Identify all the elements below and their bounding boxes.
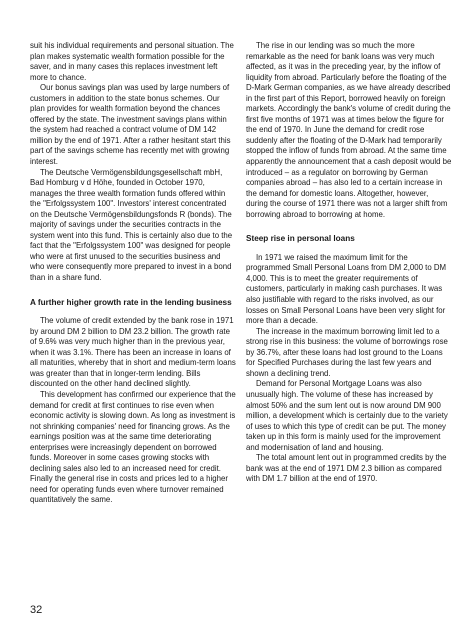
left-column xyxy=(30,41,236,506)
paragraph-small-personal-loans: In 1971 we raised the maximum limit for the programmed Small Personal Loans from DM 2,000 to DM 4,000. This is to meet the greater requirements of customers, particularly in making cash purchases. It was also justifiable with regard to the risks involved, as our losses on Small Personal Loans have been very slight for more than a decade. xyxy=(246,252,447,326)
right-column xyxy=(246,41,452,485)
paragraph-wealth-formation-funds: The Deutsche Vermögensbildungsgesellschaft mbH, Bad Homburg v d Höhe, founded in October 1970, manages the three wealth formation funds offered within the "Erfolgssystem 100". Investors' interest concentrated on the Deutsche Vermögensbildungsfonds R (bonds). The majority of savings under the securities contracts in the system went into this fund. This is certainly also due to the fact that the "Erfolgssystem 100" was designed for people who were at first unused to the securities business and who were consequently more prepared to invest in a bond than in a share fund. xyxy=(30,167,233,283)
paragraph-bonus-savings-plan: Our bonus savings plan was used by large numbers of customers in addition to the state bonus schemes. Our plan provides for wealth formation beyond the chances offered by the state. The investment savings plans within the system had reached a contract volume of DM 142 million by the end of 1971. After a rather hesitant start this part of the savings scheme has recently met with growing interest. xyxy=(30,83,231,167)
paragraph-credit-demand: This development has confirmed our experience that the demand for credit at first continues to rise even when economic activity is slowing down. As long as investment is not shrinking companies' need for financing grows. As the earnings position was at the same time deteriorating enterprises were increasingly dependent on borrowed funds. Moreover in some cases growing stocks with declining sales also led to an increased need for credit. Finally the general rise in costs and prices led to a higher need for operating funds even where turnover remained quantitatively the same. xyxy=(30,389,236,505)
section-heading-personal-loans: Steep rise in personal loans xyxy=(246,234,355,244)
page-number: 32 xyxy=(30,604,43,616)
section-heading-lending-business: A further higher growth rate in the lending business xyxy=(30,297,232,307)
paragraph-borrowing-limit: The increase in the maximum borrowing limit led to a strong rise in this business: the volume of borrowings rose by 36.7%, after these loans had lost ground to the Loans for Specified Purchases during the last few years and shown a declining trend. xyxy=(246,326,448,378)
paragraph-savings-plan-intro: suit his individual requirements and personal situation. The plan makes systematic wealth formation possible for the saver, and in many cases this replaces investment left more to chance. xyxy=(30,41,234,82)
paragraph-credit-volume: The volume of credit extended by the bank rose in 1971 by around DM 2 billion to DM 23.2 billion. The growth rate of 9.6% was very much higher than in the previous year, when it was 3.1%. There has been an increase in loans of all maturities, whereby that in short and medium-term loans was greater than that in longer-term lending. Bills discounted on the other hand declined slightly. xyxy=(30,316,236,389)
paragraph-personal-mortgage-loans: Demand for Personal Mortgage Loans was also unusually high. The volume of these has increased by almost 50% and the sum lent out is now around DM 900 million, a development which is certainly due to the variety of uses to which this type of credit can be put. The money taken up in this form is mainly used for the improvement and modernisation of land and housing. xyxy=(246,379,448,452)
paragraph-programmed-credits-total: The total amount lent out in programmed credits by the bank was at the end of 1971 DM 2.3 billion as compared with DM 1.7 billion at the end of 1970. xyxy=(246,453,447,484)
paragraph-lending-rise: The rise in our lending was so much the more remarkable as the need for bank loans was very much affected, as it was in the preceding year, by the inflow of liquidity from abroad. Particularly before the floating of the D-Mark German companies, as we have already described in the first part of this Report, borrowed heavily on foreign markets. Accordingly the bank's volume of credit during the first five months of 1971 was at times below the figure for the end of 1970. In June the demand for credit rose suddenly after the floating of the D-Mark had temporarily stopped the inflow of funds from abroad. At the same time apparently the announcement that a cash deposit would be introduced – as a regulator on borrowing by German companies abroad – has also led to a certain increase in the demand for domestic loans. Altogether, however, during the course of 1971 there was not a larger shift from borrowing abroad to borrowing at home. xyxy=(246,41,452,219)
